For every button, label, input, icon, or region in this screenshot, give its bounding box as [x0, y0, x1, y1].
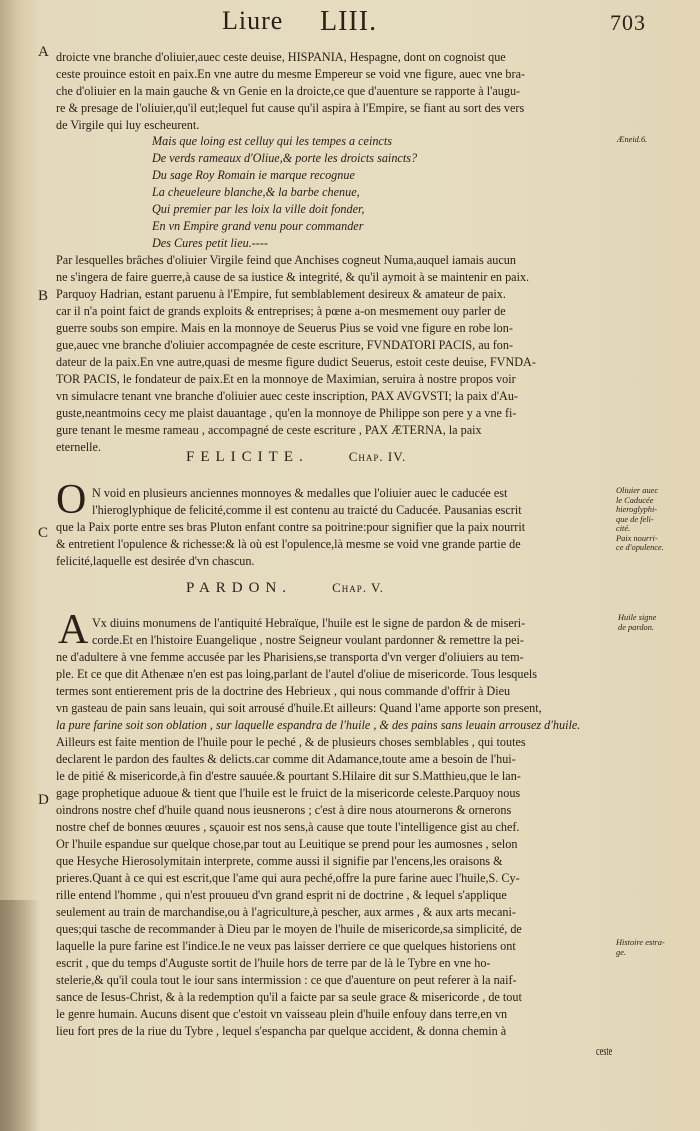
margin-note-line: Oliuier auec: [616, 486, 659, 495]
text-line: ne s'ingera de faire guerre,à cause de sa iustice & integrité, & qu'il aymoit à se maintenir en paix.: [56, 270, 530, 284]
text-line: stelerie,& qu'il coula tout le iour sans intermission : ce que d'auenture on peut referer à la naif-: [56, 973, 517, 987]
verse-line: La cheueleure blanche,& la barbe chenue,: [152, 185, 360, 199]
page-shadow: [0, 900, 40, 1131]
text-line: le genre humain. Aucuns disent que c'estoit vn vaisseau plein d'huile enfouy dans terre,en vn: [56, 1007, 508, 1021]
text-line: nostre chef de bonnes œuures , sçauoir est nos sens,à cause que toute l'intelligence gist au chef.: [56, 820, 520, 834]
text-line: guste,neantmoins cecy me plaist dauantage , qu'en la monnoye de Philippe son pere y a vne fi-: [56, 406, 517, 420]
margin-note-histoire: [616, 938, 665, 957]
text-line: & entretient l'opulence & richesse:& là où est l'opulence,là mesme se void vne grande partie de: [56, 537, 521, 551]
text-line: felicité,laquelle est desirée d'vn chascun.: [56, 554, 255, 568]
verse-line: Qui premier par les loix la ville doit fonder,: [152, 202, 365, 216]
chapter-label: Chap. V.: [332, 580, 384, 595]
text-line: l'hieroglyphique de felicité,comme il est contenu au traicté du Caducée. Pausanias escrit: [92, 503, 522, 517]
margin-letter-d: D: [38, 792, 49, 808]
text-line: dateur de la paix.En vne autre,quasi de mesme figure dudict Seuerus, estoit ceste deuise, FVNDA-: [56, 355, 536, 369]
text-line: corde.Et en l'histoire Euangelique , nostre Seigneur voulant pardonner & remettre la pei-: [92, 633, 524, 647]
margin-note-huile: [618, 613, 656, 632]
margin-note-line: cité.: [616, 524, 631, 533]
text-line: la pure farine soit son oblation , sur laquelle espandra de l'huile , & des pains sans leuain arrousez d'huile.: [56, 718, 581, 732]
text-line: N void en plusieurs anciennes monnoyes & medalles que l'oliuier auec le caducée est: [92, 486, 508, 500]
drop-cap-o: O: [56, 477, 87, 523]
catchword: ceste: [596, 1044, 613, 1058]
text-line: laquelle la pure farine est l'indice.Ie ne veux pas laisser derriere ce que quelques historiens ont: [56, 939, 516, 953]
text-line: termes sont entierement pris de la doctrine des Hebrieux , qui nous commande d'offrir à Dieu: [56, 684, 511, 698]
verse-line: De verds rameaux d'Oliue,& porte les droicts saincts?: [152, 151, 418, 165]
margin-letter-c: C: [38, 525, 49, 541]
drop-cap-a: A: [58, 607, 89, 653]
chapter-heading-felicite: [186, 449, 406, 466]
text-line: TOR PACIS, le fondateur de paix.Et en la monnoye de Maximian, seruira à nostre propos voir: [56, 372, 516, 386]
verse-line: Du sage Roy Romain ie marque recognue: [152, 168, 355, 182]
verse-line: Mais que loing est celluy qui les tempes a ceincts: [152, 134, 392, 148]
margin-letter-b: B: [38, 288, 49, 304]
text-line: ne d'adultere à vne femme accusée par les Pharisiens,se transporta d'vn verger d'oliuiers au tem-: [56, 650, 524, 664]
text-line: che d'oliuier en la main gauche & vn Genie en la droicte,ce que d'auenture se rapporte à l'augu-: [56, 84, 521, 98]
text-line: sance de Iesus-Christ, & à la redemption qu'il a faicte par sa seule grace & misericorde , de tout: [56, 990, 522, 1004]
text-line: Or l'huile espandue sur quelque chose,par tout au Leuitique se prend pour les aumosnes , selon: [56, 837, 518, 851]
chapter-title: PARDON.: [186, 580, 293, 596]
verse-line: En vn Empire grand venu pour commander: [152, 219, 364, 233]
margin-note-line: le Caducée: [616, 495, 654, 505]
margin-note-line: Huile signe: [618, 613, 657, 622]
text-line: ceste prouince estoit en paix.En vne autre du mesme Empereur se void vne figure, auec vne bra-: [56, 67, 526, 81]
text-line: Par lesquelles brâches d'oliuier Virgile feind que Anchises cogneut Numa,auquel iamais aucun: [56, 253, 516, 267]
text-line: ple. Et ce que dit Athenæe n'en est pas loing,parlant de l'autel d'oliue de misericorde. Tous lesquels: [56, 667, 538, 681]
text-line: Ailleurs est faite mention de l'huile pour le peché , & de plusieurs choses semblables , qui toutes: [56, 735, 526, 749]
text-line: guerre soubs son empire. Mais en la monnoye de Seuerus Pius se void vne figure en robe lon-: [56, 321, 513, 335]
text-line: lieu fort pres de la riue du Tybre , lequel s'espancha par quelque accident, & donna chemin à: [56, 1024, 507, 1038]
text-line: gure tenant le mesme rameau , accompagné de ceste escriture , PAX ÆTERNA, la paix: [56, 423, 482, 437]
margin-note-line: Histoire estra-: [616, 938, 665, 947]
margin-note-line: hieroglyphi-: [616, 505, 658, 514]
chapter-heading-pardon: [186, 580, 384, 597]
text-line: declarent le pardon des faultes & delicts.car comme dit Adamance,toute ame a besoin de l'hui-: [56, 752, 516, 766]
margin-note-line: ce d'opulence.: [616, 543, 664, 552]
text-line: de Virgile qui luy escheurent.: [56, 118, 200, 132]
text-line: car il n'a point faict de grands exploits & entreprises; à pœne a-on mesmement ouy parler de: [56, 304, 506, 318]
text-line: Parquoy Hadrian, estant paruenu à l'Empire, fut semblablement desireux & amateur de paix.: [56, 287, 506, 301]
text-line: le de pitié & misericorde,à fin d'estre sauuée.& pourtant S.Hilaire dit sur S.Matthieu,que le lan-: [56, 769, 521, 783]
text-line: vn simulacre tenant vne branche d'oliuier auec ceste inscription, PAX AVGVSTI; la paix d'Au-: [56, 389, 518, 403]
text-line: gue,auec vne branche d'oliuier accompagnée de ceste escriture, FVNDATORI PACIS, au fon-: [56, 338, 514, 352]
text-line: que Hesyche Hierosolymitain interprete, comme aussi il signifie par l'encens,les oraisons &: [56, 854, 503, 868]
margin-note-aeneid: Æneid.6.: [617, 135, 648, 144]
text-line: prieres.Quant à ce qui est escrit,que l'ame qui aura peché,offre la pure farine auec l'huile,S. Cy-: [56, 871, 520, 885]
margin-note-line: ge.: [616, 947, 626, 957]
margin-letter-a: A: [38, 44, 49, 60]
text-line: rille entend l'homme , qui n'est prouueu d'vn grand esprit ni de doctrine , & lequel s'applique: [56, 888, 507, 902]
text-line: droicte vne branche d'oliuier,auec ceste deuise, HISPANIA, Hespagne, dont on cognoist que: [56, 50, 506, 64]
text-line: eternelle.: [56, 440, 101, 454]
verse-line: Des Cures petit lieu.----: [152, 236, 268, 250]
margin-note-oliuier: [616, 486, 664, 553]
text-line: vn gasteau de pain sans leuain, qui soit arrousé d'huile.Et ailleurs: Quand l'ame apporte son present,: [56, 701, 542, 715]
chapter-title: FELICITE.: [186, 449, 309, 465]
margin-note-line: de pardon.: [618, 622, 654, 632]
text-line: gage prophetique aduoue & tient que l'huile est le fruict de la misericorde celeste.Parquoy nous: [56, 786, 521, 800]
text-line: ques;qui tasche de recommander à Dieu par le moyen de l'huile de misericorde,sa simplicité, de: [56, 922, 522, 936]
running-head-number: LIII.: [320, 6, 378, 37]
text-line: que la Paix porte entre ses bras Pluton enfant contre sa poitrine:pour signifier que la paix nourrit: [56, 520, 526, 534]
text-line: oindrons nostre chef d'huile quand nous ieusnerons ; c'est à dire nous atournerons & ornerons: [56, 803, 512, 817]
running-head-book: Liure: [222, 6, 284, 35]
page-number: 703: [610, 10, 646, 35]
margin-note-line: que de feli-: [616, 514, 654, 524]
text-line: seulement au train de marchandise,ou à l'agriculture,à pescher, aux armes , & aux arts mecani-: [56, 905, 516, 919]
chapter-label: Chap. IV.: [348, 449, 407, 464]
text-line: escrit , que du temps d'Auguste sortit de l'huile hors de terre par de là le Tybre en vne ho-: [56, 956, 491, 970]
text-line: Vx diuins monumens de l'antiquité Hebraïque, l'huile est le signe de pardon & de miseri-: [92, 616, 526, 630]
text-line: re & presage de l'oliuier,qu'il eut;lequel fut cause qu'il aspira à l'Empire, se fiant au sort des vers: [56, 101, 525, 115]
margin-note-line: Paix nourri-: [616, 533, 658, 543]
